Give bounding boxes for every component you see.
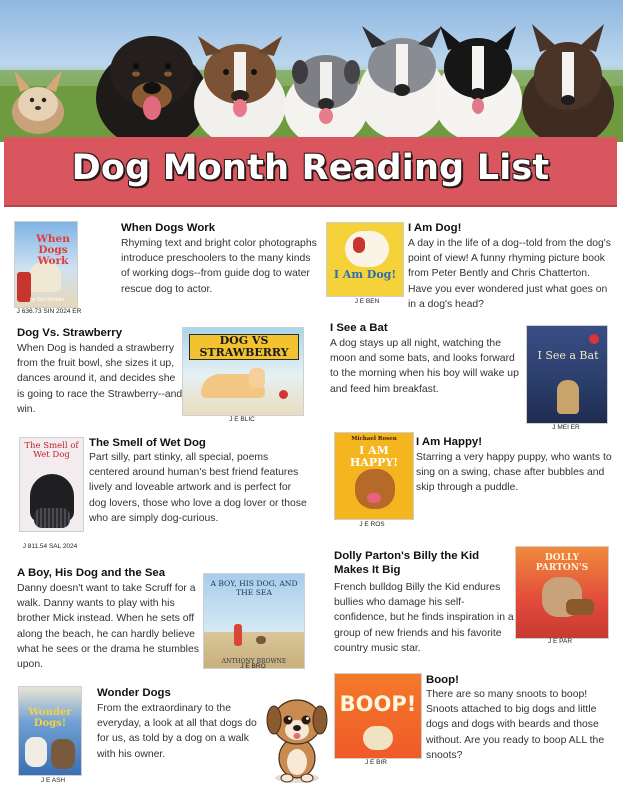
book-description: A dog stays up all night, watching the moon and some bats, and looks forward to the morning when his boy will wake up and feed him breakfast. xyxy=(330,338,519,395)
cover-title-text: A BOY, HIS DOG, AND THE SEA xyxy=(210,579,298,597)
book-title: The Smell of Wet Dog xyxy=(89,437,206,449)
book-title: I Am Dog! xyxy=(408,222,462,234)
book-description: Danny doesn't want to take Scruff for a walk. Danny wants to play with his brother Mick instead. When he sets off along the beach, he can hardly believe what he sees or the drama he stumbles upon. xyxy=(17,583,199,671)
call-number: J E BRO xyxy=(240,663,266,670)
call-number: J E ASH xyxy=(40,777,66,784)
book-description: From the extraordinary to the everyday, a look at all that dogs do for us, as told by a dog on a walk with his owner. xyxy=(97,703,257,760)
book-title: Wonder Dogs xyxy=(97,687,171,699)
call-number: J 811.54 SAL 2024 xyxy=(22,543,78,550)
cover-title-text: The Smell of Wet Dog xyxy=(24,441,79,460)
book-description: Rhyming text and bright color photographs introduce preschoolers to the many kinds of working dogs--from guide dog to water rescue dog to actor. xyxy=(121,238,317,295)
book-cover-a-boy-his-dog-and-the-sea xyxy=(203,573,305,669)
cover-title-text: BOOP! xyxy=(339,692,417,716)
cover-author-text: Michael Rosen xyxy=(351,436,397,442)
cover-author-text: by Dori Simhen xyxy=(29,297,65,303)
cover-author-text: ANTHONY BROWNE xyxy=(221,658,287,665)
book-cover-boop xyxy=(334,673,422,759)
book-cover-billy-the-kid xyxy=(515,546,609,639)
book-description: Starring a very happy puppy, who wants to sing on a swing, chase after bubbles and skip through a puddle. xyxy=(416,452,612,494)
call-number: J E BIR xyxy=(364,759,388,766)
call-number: J E BLIC xyxy=(229,416,255,423)
book-cover-when-dogs-work xyxy=(14,221,78,308)
book-cover-i-see-a-bat xyxy=(526,325,608,424)
title-banner xyxy=(4,137,617,205)
call-number: J 636.73 SIN 2024 ER xyxy=(16,308,82,315)
page-title: Dog Month Reading List xyxy=(71,148,550,188)
book-cover-i-am-dog xyxy=(326,222,404,297)
cover-title-text: I Am Dog! xyxy=(333,268,397,281)
book-title: I See a Bat xyxy=(330,322,388,334)
book-description: When Dog is handed a strawberry from the fruit bowl, she sizes it up, dances around it, and decides she is going to race the Strawberry--and win. xyxy=(17,343,183,415)
book-title: When Dogs Work xyxy=(121,222,216,234)
cover-title-text: I See a Bat xyxy=(537,349,599,362)
call-number: J E BEN xyxy=(354,298,380,305)
book-cover-dog-vs-strawberry xyxy=(182,327,304,416)
call-number: J E PAR xyxy=(547,638,573,645)
book-description: A day in the life of a dog--told from the dog's point of view! A funny rhyming picture book from Peter Bently and Chris Chatterton. Have you ever wondered just what goes on in a dog's head? xyxy=(408,238,611,310)
call-number: J MEI ER xyxy=(552,424,580,431)
book-description: Part silly, part stinky, all special, poems centered around human's best friend features lively and loveable artwork and is perfect for dog lovers, those who love a dog lover or those who are simply dog-curious. xyxy=(89,452,307,524)
book-cover-smell-of-wet-dog xyxy=(19,437,84,532)
book-cover-i-am-happy xyxy=(334,432,414,520)
book-title: A Boy, His Dog and the Sea xyxy=(17,567,166,579)
cover-title-text: I AM HAPPY! xyxy=(349,444,399,469)
book-cover-wonder-dogs xyxy=(18,686,82,776)
book-description: There are so many snoots to boop! Snoots attached to big dogs and little dogs and dogs with beards and those without. Are you ready to boop ALL the snoots? xyxy=(426,689,605,761)
book-title: I Am Happy! xyxy=(416,436,483,448)
cover-title-text: When Dogs Work xyxy=(36,233,70,267)
cover-title-text: Wonder Dogs! xyxy=(28,707,72,729)
book-title: Dolly Parton's Billy the Kid Makes It Big xyxy=(334,550,480,576)
cover-title-text: DOLLY PARTON'S xyxy=(535,553,589,573)
call-number: J E ROS xyxy=(359,521,385,528)
puppy-illustration xyxy=(266,686,328,786)
book-title: Boop! xyxy=(426,674,459,686)
book-description: French bulldog Billy the Kid endures bullies who damage his self-confidence, but he finds inspiration in a group of new friends and his favorite country music star. xyxy=(334,582,514,654)
cover-title-text: DOG VS STRAWBERRY xyxy=(189,334,299,360)
book-title: Dog Vs. Strawberry xyxy=(17,327,123,339)
hero-dog-photo xyxy=(0,0,623,142)
